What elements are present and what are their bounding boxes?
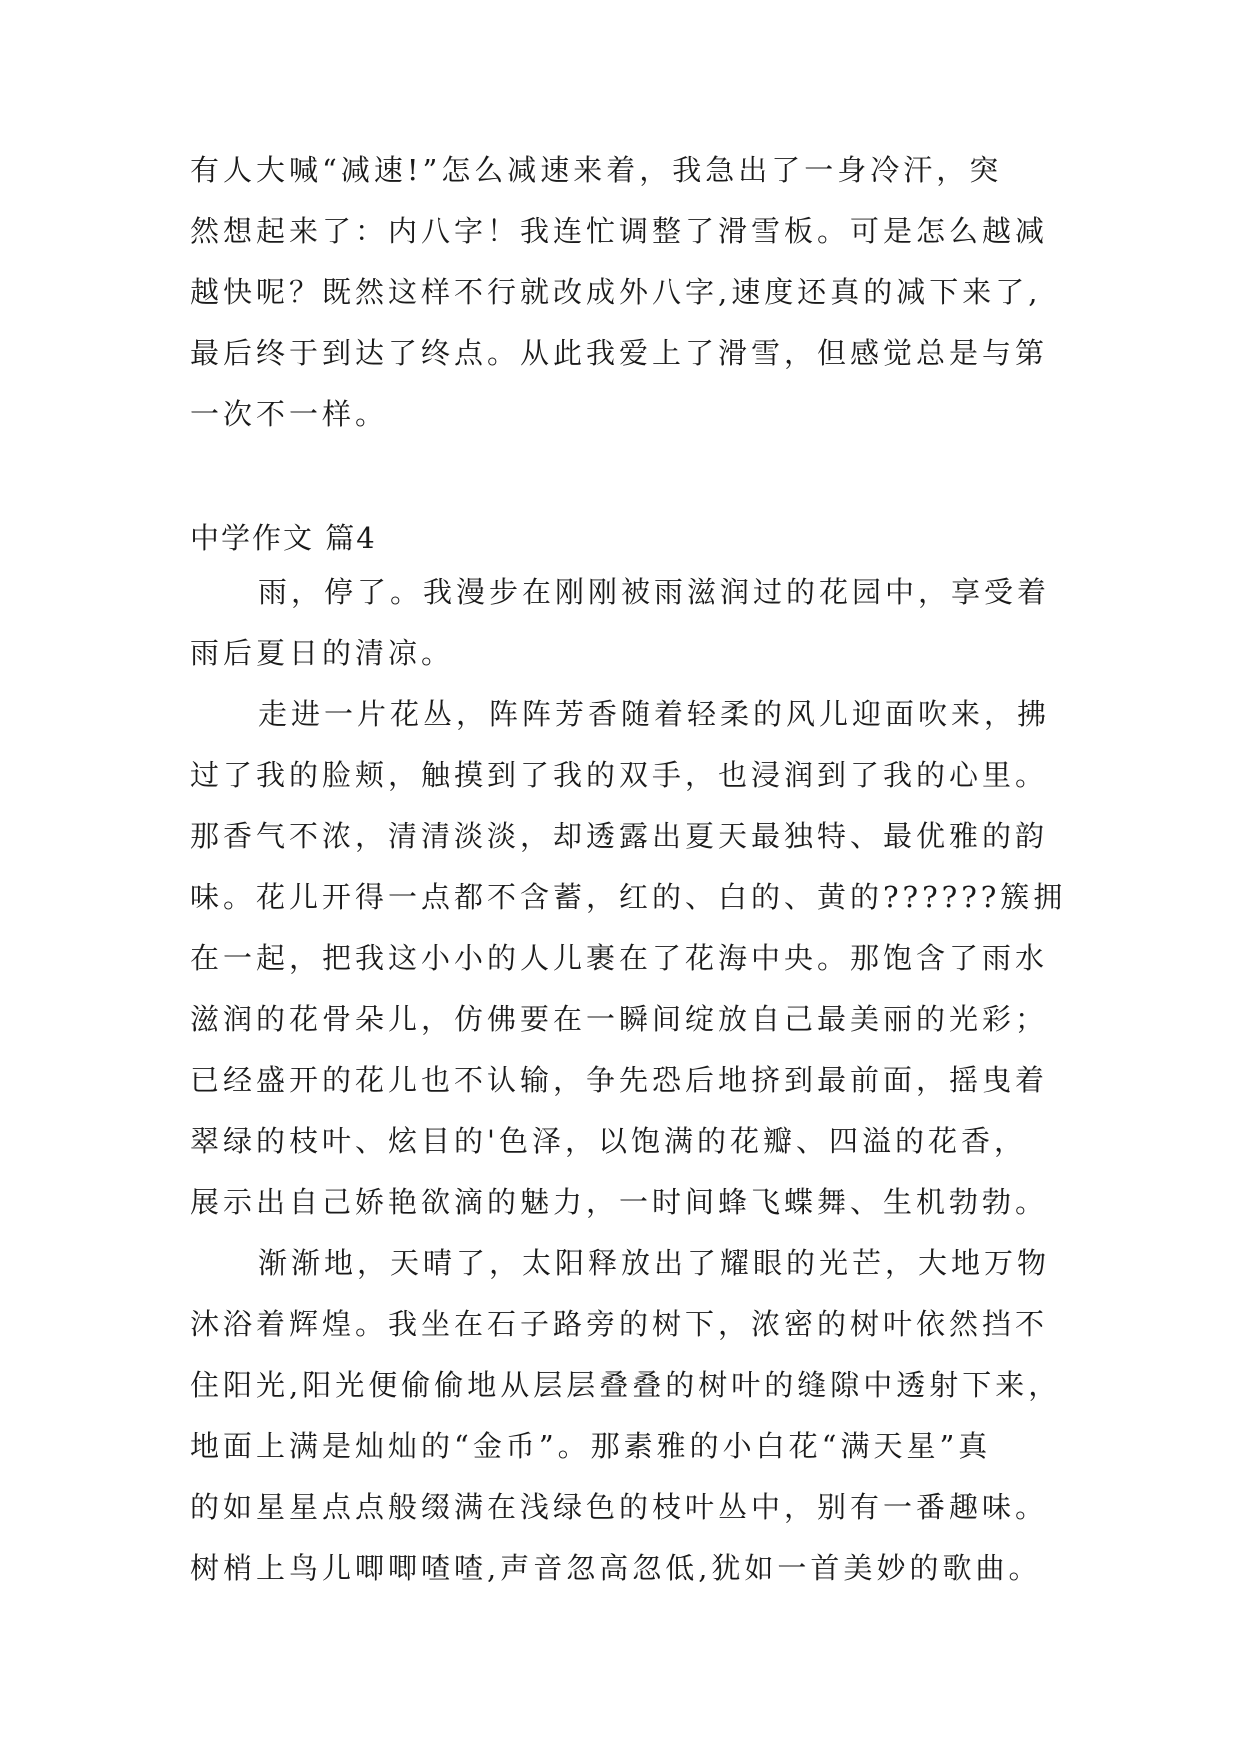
text-line: 有人大喊“减速!”怎么减速来着，我急出了一身冷汗，突 <box>190 153 1003 187</box>
text-line: 然想起来了：内八字！我连忙调整了滑雪板。可是怎么越减 <box>190 214 1049 248</box>
text-line: 沐浴着辉煌。我坐在石子路旁的树下，浓密的树叶依然挡不 <box>190 1307 1049 1341</box>
text-line: 展示出自己娇艳欲滴的魅力，一时间蜂飞蝶舞、生机勃勃。 <box>190 1185 1049 1219</box>
text-line: 雨后夏日的清凉。 <box>190 636 455 670</box>
section-title: 中学作文 篇4 <box>190 521 377 555</box>
text-line: 味。花儿开得一点都不含蓄，红的、白的、黄的??????簇拥 <box>190 880 1067 914</box>
text-line: 住阳光,阳光便偷偷地从层层叠叠的树叶的缝隙中透射下来， <box>190 1368 1062 1402</box>
text-line: 走进一片花丛，阵阵芳香随着轻柔的风儿迎面吹来，拂 <box>258 697 1051 731</box>
text-line: 在一起，把我这小小的人儿裹在了花海中央。那饱含了雨水 <box>190 941 1049 975</box>
text-line: 越快呢？既然这样不行就改成外八字,速度还真的减下来了, <box>190 275 1042 309</box>
text-line: 翠绿的枝叶、炫目的'色泽，以饱满的花瓣、四溢的花香， <box>190 1124 1027 1158</box>
text-line: 一次不一样。 <box>190 397 389 431</box>
text-line: 树梢上鸟儿唧唧喳喳,声音忽高忽低,犹如一首美妙的歌曲。 <box>190 1551 1042 1585</box>
text-line: 雨，停了。我漫步在刚刚被雨滋润过的花园中，享受着 <box>258 575 1051 609</box>
text-line: 已经盛开的花儿也不认输，争先恐后地挤到最前面，摇曳着 <box>190 1063 1049 1097</box>
text-line: 地面上满是灿灿的“金币”。那素雅的小白花“满天星”真 <box>190 1429 992 1463</box>
text-line: 过了我的脸颊，触摸到了我的双手，也浸润到了我的心里。 <box>190 758 1049 792</box>
text-line: 滋润的花骨朵儿，仿佛要在一瞬间绽放自己最美丽的光彩； <box>190 1002 1049 1036</box>
text-line: 那香气不浓，清清淡淡，却透露出夏天最独特、最优雅的韵 <box>190 819 1049 853</box>
text-line: 最后终于到达了终点。从此我爱上了滑雪，但感觉总是与第 <box>190 336 1049 370</box>
text-line: 渐渐地，天晴了，太阳释放出了耀眼的光芒，大地万物 <box>258 1246 1051 1280</box>
text-line: 的如星星点点般缀满在浅绿色的枝叶丛中，别有一番趣味。 <box>190 1490 1049 1524</box>
